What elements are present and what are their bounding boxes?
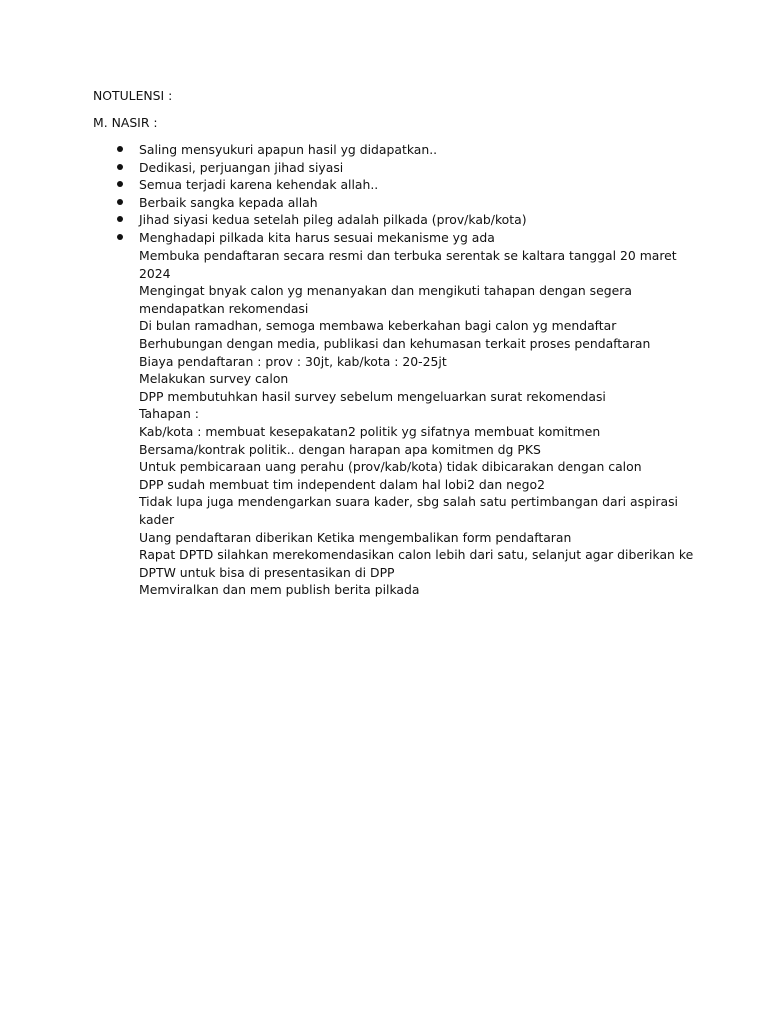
bullet-dot-icon — [117, 164, 123, 170]
note-paragraph: Uang pendaftaran diberikan Ketika mengembalikan form pendaftaran — [139, 529, 572, 545]
note-paragraph: Untuk pembicaraan uang perahu (prov/kab/kota) tidak dibicarakan dengan calon — [139, 459, 642, 475]
note-paragraph: Berhubungan dengan media, publikasi dan kehumasan terkait proses pendaftaran — [139, 335, 651, 351]
note-paragraph: DPP sudah membuat tim independent dalam hal lobi2 dan nego2 — [139, 476, 545, 492]
note-paragraph: Tidak lupa juga mendengarkan suara kader, sbg salah satu pertimbangan dari aspirasi kader — [139, 494, 678, 527]
bullet-dot-icon — [117, 216, 123, 222]
bullet-dot-icon — [117, 199, 123, 205]
note-paragraph: Mengingat bnyak calon yg menanyakan dan mengikuti tahapan dengan segera mendapatkan rekomendasi — [139, 283, 632, 316]
note-paragraph: Di bulan ramadhan, semoga membawa keberkahan bagi calon yg mendaftar — [139, 318, 617, 334]
notes-body — [139, 247, 699, 599]
bullet-item: Jihad siyasi kedua setelah pileg adalah pilkada (prov/kab/kota) — [139, 211, 699, 229]
note-paragraph: Membuka pendaftaran secara resmi dan terbuka serentak se kaltara tanggal 20 maret 2024 — [139, 248, 677, 281]
note-paragraph: Biaya pendaftaran : prov : 30jt, kab/kota : 20-25jt — [139, 353, 447, 369]
bullet-dot-icon — [117, 146, 123, 152]
bullet-list — [139, 141, 699, 247]
note-paragraph: Tahapan : — [139, 406, 199, 422]
speaker-name: M. NASIR : — [93, 115, 158, 130]
bullet-item: Saling mensyukuri apapun hasil yg didapatkan.. — [139, 141, 699, 159]
note-paragraph: DPP membutuhkan hasil survey sebelum mengeluarkan surat rekomendasi — [139, 388, 606, 404]
bullet-item: Berbaik sangka kepada allah — [139, 194, 699, 212]
document-title: NOTULENSI : — [93, 88, 173, 103]
bullet-dot-icon — [117, 234, 123, 240]
bullet-item: Menghadapi pilkada kita harus sesuai mekanisme yg ada — [139, 229, 699, 247]
note-paragraph: Memviralkan dan mem publish berita pilkada — [139, 582, 420, 598]
note-paragraph: Rapat DPTD silahkan merekomendasikan calon lebih dari satu, selanjut agar diberikan ke DPTW untuk bisa di presentasikan di DPP — [139, 547, 694, 580]
note-paragraph: Kab/kota : membuat kesepakatan2 politik yg sifatnya membuat komitmen Bersama/kontrak politik.. dengan harapan apa komitmen dg PKS — [139, 423, 601, 457]
note-paragraph: Melakukan survey calon — [139, 371, 289, 387]
bullet-item: Semua terjadi karena kehendak allah.. — [139, 176, 699, 194]
bullet-dot-icon — [117, 181, 123, 187]
bullet-item: Dedikasi, perjuangan jihad siyasi — [139, 159, 699, 177]
